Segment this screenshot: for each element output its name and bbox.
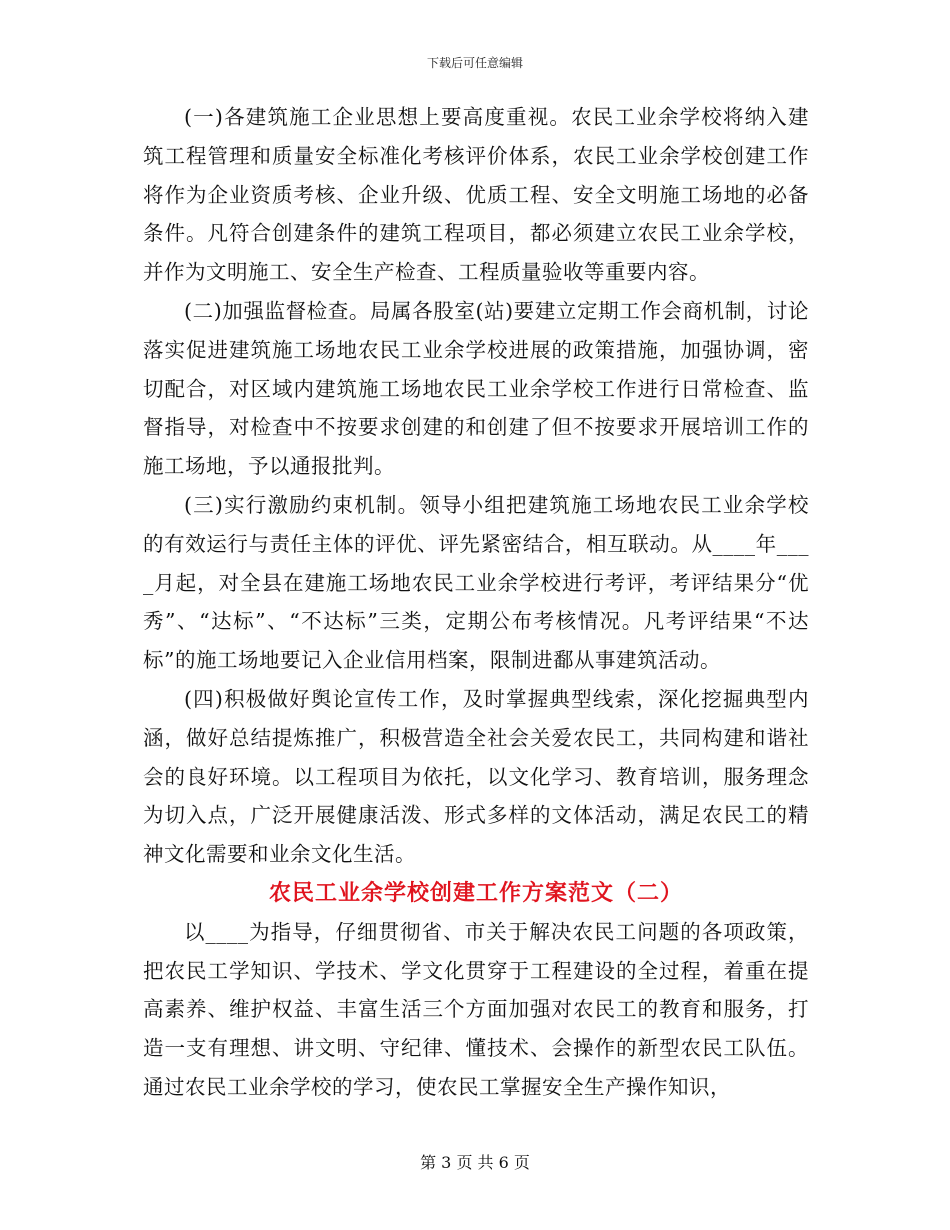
document-body (143, 98, 809, 1107)
paragraph-3: (三)实行激励约束机制。领导小组把建筑施工场地农民工业余学校的有效运行与责任主体的评优、评先紧密结合，相互联动。从____年____月起，对全县在建施工场地农民工业余学校进行考评，考评结果分“优秀”、“达标”、“不达标”三类，定期公布考核情况。凡考评结果“不达标”的施工场地要记入企业信用档案，限制进鄱从事建筑活动。 (143, 492, 809, 673)
page-header-note: 下载后可任意编辑 (426, 56, 523, 70)
paragraph-4: (四)积极做好舆论宣传工作，及时掌握典型线索，深化挖掘典型内涵，做好总结提炼推广，积极营造全社会关爱农民工，共同构建和谐社会的良好环境。以工程项目为依托，以文化学习、教育培训，服务理念为切入点，广泛开展健康活泼、形式多样的文体活动，满足农民工的精神文化需要和业余文化生活。 (143, 686, 809, 867)
section-title: 农民工业余学校创建工作方案范文（二） (268, 879, 683, 906)
paragraph-2: (二)加强监督检查。局属各股室(站)要建立定期工作会商机制，讨论落实促进建筑施工场地农民工业余学校进展的政策措施，加强协调，密切配合，对区域内建筑施工场地农民工业余学校工作进行日常检查、监督指导，对检查中不按要求创建的和创建了但不按要求开展培训工作的施工场地，予以通报批判。 (143, 298, 809, 479)
page-number: 第 3 页 共 6 页 (420, 1153, 530, 1172)
paragraph-1: (一)各建筑施工企业思想上要高度重视。农民工业余学校将纳入建筑工程管理和质量安全标准化考核评价体系，农民工业余学校创建工作将作为企业资质考核、企业升级、优质工程、安全文明施工场地的必备条件。凡符合创建条件的建筑工程项目，都必须建立农民工业余学校，并作为文明施工、安全生产检查、工程质量验收等重要内容。 (143, 105, 809, 285)
section-paragraph: 以____为指导，仔细贯彻省、市关于解决农民工问题的各项政策，把农民工学知识、学技术、学文化贯穿于工程建设的全过程，着重在提高素养、维护权益、丰富生活三个方面加强对农民工的教育和服务，打造一支有理想、讲文明、守纪律、懂技术、会操作的新型农民工队伍。通过农民工业余学校的学习，使农民工掌握安全生产操作知识， (143, 919, 809, 1099)
